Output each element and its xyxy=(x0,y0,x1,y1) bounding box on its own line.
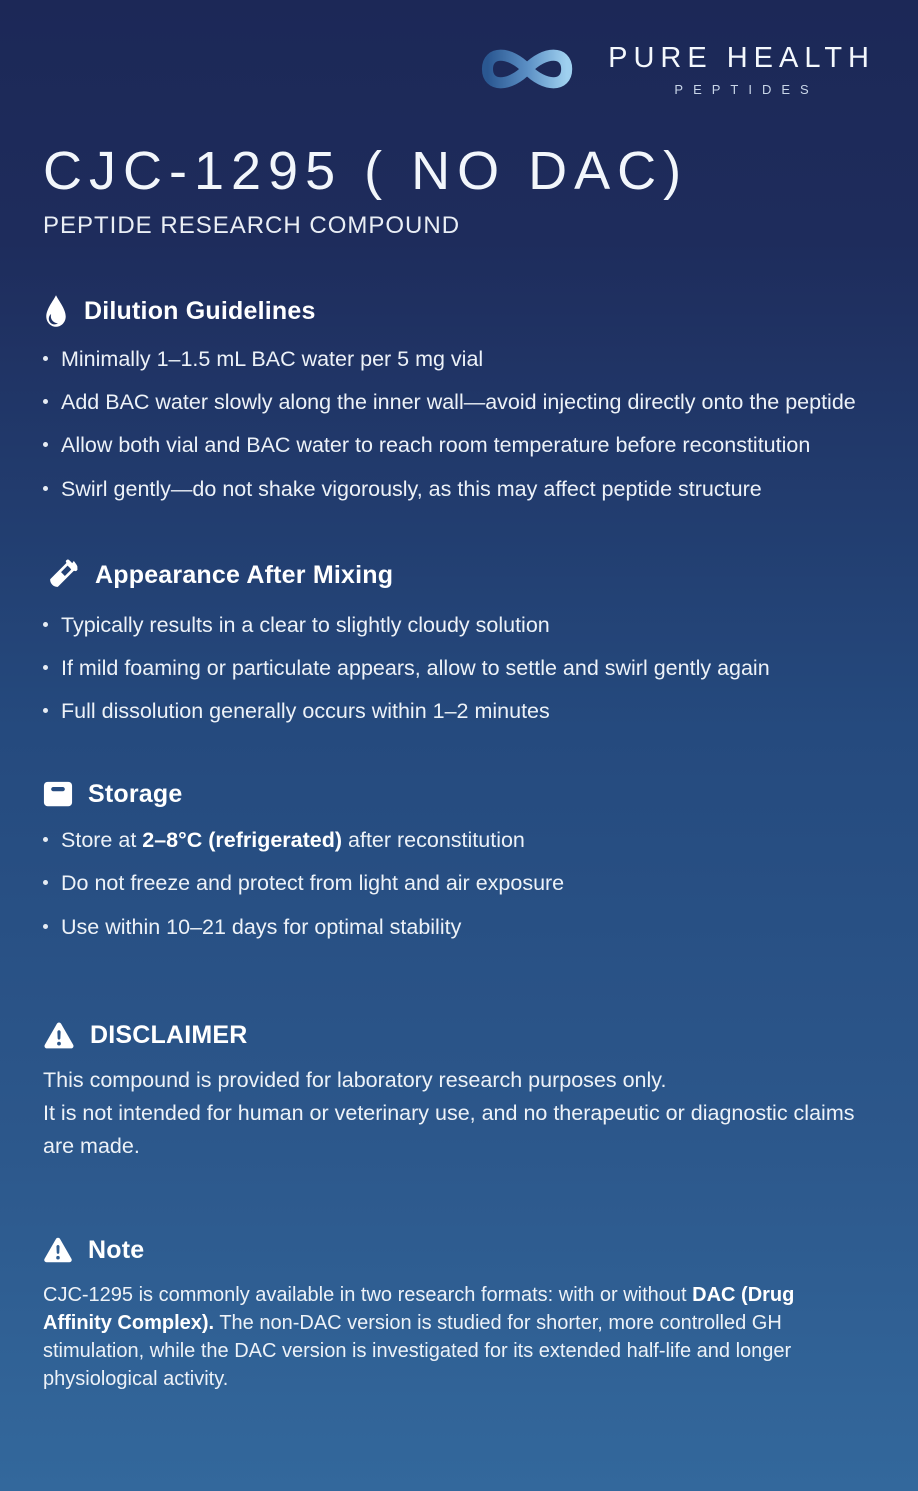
disclaimer-body xyxy=(43,1064,875,1164)
section-title: DISCLAIMER xyxy=(90,1020,248,1049)
archive-box-icon xyxy=(43,779,73,809)
section-appearance-after-mixing xyxy=(43,557,875,734)
warning-icon xyxy=(43,1236,73,1264)
bullet-text: Typically results in a clear to slightly cloudy solution xyxy=(61,612,550,637)
section-header xyxy=(43,1236,875,1265)
section-header xyxy=(43,779,875,809)
bullet-text: Use within 10–21 days for optimal stability xyxy=(61,914,462,939)
list-item xyxy=(43,906,875,949)
droplet-icon xyxy=(43,294,69,328)
bullet-text: Allow both vial and BAC water to reach room temperature before reconstitution xyxy=(61,433,811,458)
bullet-list xyxy=(43,338,875,511)
bullet-dot xyxy=(43,924,48,929)
list-item xyxy=(43,338,875,381)
disclaimer-text: It is not intended for human or veterinary use, and no therapeutic or diagnostic claims are made. xyxy=(43,1101,855,1159)
infinity-icon xyxy=(472,34,584,104)
brand-text xyxy=(608,42,875,97)
bullet-dot xyxy=(43,356,48,361)
list-item xyxy=(43,604,875,647)
section-header xyxy=(43,557,875,594)
list-item xyxy=(43,819,875,862)
list-item xyxy=(43,647,875,690)
section-title: Dilution Guidelines xyxy=(84,296,316,325)
bullet-text: Full dissolution generally occurs within 1–2 minutes xyxy=(61,699,550,724)
bullet-dot xyxy=(43,622,48,627)
section-storage xyxy=(43,779,875,949)
list-item xyxy=(43,862,875,905)
bullet-text: Minimally 1–1.5 mL BAC water per 5 mg vial xyxy=(61,347,484,371)
bullet-list xyxy=(43,819,875,949)
section-title: Storage xyxy=(88,779,183,808)
list-item xyxy=(43,424,875,467)
bullet-text: Do not freeze and protect from light and air exposure xyxy=(61,871,565,896)
warning-icon xyxy=(43,1021,75,1050)
page-title: CJC-1295 ( NO DAC) xyxy=(43,141,689,201)
list-item xyxy=(43,468,875,511)
section-header xyxy=(43,1021,875,1050)
note-text: CJC-1295 is commonly available in two research formats: with or without DAC (Drug Affinity Complex). The non-DAC version is studied for shorter, more controlled GH stimulation, while the DAC version is investigated for its extended half-life and longer physiological activity. xyxy=(43,1283,795,1390)
bullet-dot xyxy=(43,837,48,842)
brand-name: PURE HEALTH xyxy=(608,41,875,74)
section-note xyxy=(43,1236,875,1393)
brand-tagline: PEPTIDES xyxy=(674,81,819,97)
bullet-text: Store at 2–8°C (refrigerated) after reconstitution xyxy=(61,828,525,853)
bullet-dot xyxy=(43,880,48,885)
section-dilution-guidelines xyxy=(43,294,875,511)
bullet-dot xyxy=(43,486,48,491)
bullet-text: If mild foaming or particulate appears, allow to settle and swirl gently again xyxy=(61,655,770,680)
bullet-text: Add BAC water slowly along the inner wall—avoid injecting directly onto the peptide xyxy=(61,390,856,415)
page-subtitle: PEPTIDE RESEARCH COMPOUND xyxy=(43,212,461,239)
bullet-dot xyxy=(43,665,48,670)
bullet-dot xyxy=(43,708,48,713)
brand-logo xyxy=(472,34,875,104)
list-item xyxy=(43,381,875,424)
bullet-text: Swirl gently—do not shake vigorously, as this may affect peptide structure xyxy=(61,476,762,501)
section-title: Note xyxy=(88,1235,145,1264)
section-disclaimer xyxy=(43,1021,875,1164)
bullet-dot xyxy=(43,399,48,404)
section-header xyxy=(43,294,875,328)
list-item xyxy=(43,690,875,733)
bullet-list xyxy=(43,604,875,734)
test-tube-icon xyxy=(43,557,80,594)
disclaimer-text: This compound is provided for laboratory research purposes only. xyxy=(43,1067,667,1092)
bullet-dot xyxy=(43,442,48,447)
section-title: Appearance After Mixing xyxy=(95,560,394,589)
